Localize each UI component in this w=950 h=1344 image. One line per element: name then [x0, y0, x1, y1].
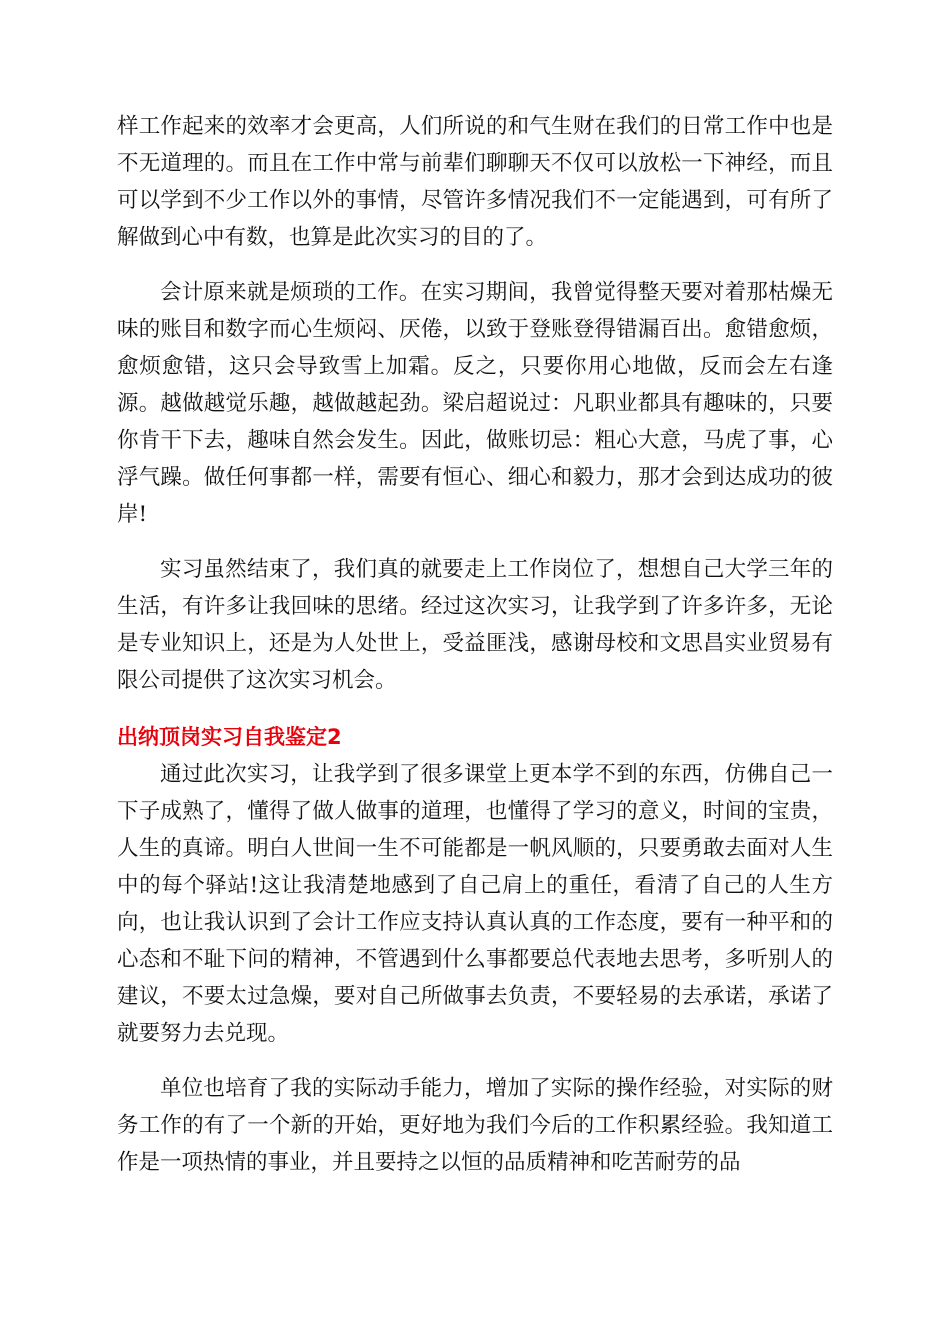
paragraph-practical-ability: 单位也培育了我的实际动手能力，增加了实际的操作经验，对实际的财务工作的有了一个新的开始，更好地为我们今后的工作积累经验。我知道工作是一项热情的事业，并且要持之以恒的品质精神和吃苦耐劳的品 — [117, 1076, 833, 1175]
section-heading: 出纳顶岗实习自我鉴定2 — [117, 725, 342, 749]
paragraph-internship-end: 实习虽然结束了，我们真的就要走上工作岗位了，想想自己大学三年的生活，有许多让我回味的思绪。经过这次实习，让我学到了许多许多，无论是专业知识上，还是为人处世上，受益匪浅，感谢母校和文思昌实业贸易有限公司提供了这次实习机会。 — [117, 557, 833, 693]
paragraph-gap — [117, 256, 833, 274]
document-page — [117, 108, 833, 1181]
paragraph-lessons-learned: 通过此次实习，让我学到了很多课堂上更本学不到的东西，仿佛自己一下子成熟了，懂得了做人做事的道理，也懂得了学习的意义，时间的宝贵，人生的真谛。明白人世间一生不可能都是一帆风顺的，只要勇敢去面对人生中的每个驿站!这让我清楚地感到了自己肩上的重任，看清了自己的人生方向，也让我认识到了会计工作应支持认真认真的工作态度，要有一种平和的心态和不耻下问的精神，不管遇到什么事都要总代表地去思考，多听别人的建议，不要太过急燥，要对自己所做事去负责，不要轻易的去承诺，承诺了就要努力去兑现。 — [117, 762, 833, 1046]
paragraph-continuation: 样工作起来的效率才会更高，人们所说的和气生财在我们的日常工作中也是不无道理的。而且在工作中常与前辈们聊聊天不仅可以放松一下神经，而且可以学到不少工作以外的事情，尽管许多情况我们不一定能遇到，可有所了解做到心中有数，也算是此次实习的目的了。 — [117, 114, 833, 250]
paragraph-accounting-tedious: 会计原来就是烦琐的工作。在实习期间，我曾觉得整天要对着那枯燥无味的账目和数字而心生烦闷、厌倦，以致于登账登得错漏百出。愈错愈烦，愈烦愈错，这只会导致雪上加霜。反之，只要你用心地做，反而会左右逢源。越做越觉乐趣，越做越起劲。梁启超说过：凡职业都具有趣味的，只要你肯干下去，趣味自然会发生。因此，做账切忌：粗心大意，马虎了事，心浮气躁。做任何事都一样，需要有恒心、细心和毅力，那才会到达成功的彼岸! — [117, 280, 833, 527]
paragraph-gap — [117, 699, 833, 717]
paragraph-gap — [117, 1052, 833, 1070]
paragraph-gap — [117, 533, 833, 551]
